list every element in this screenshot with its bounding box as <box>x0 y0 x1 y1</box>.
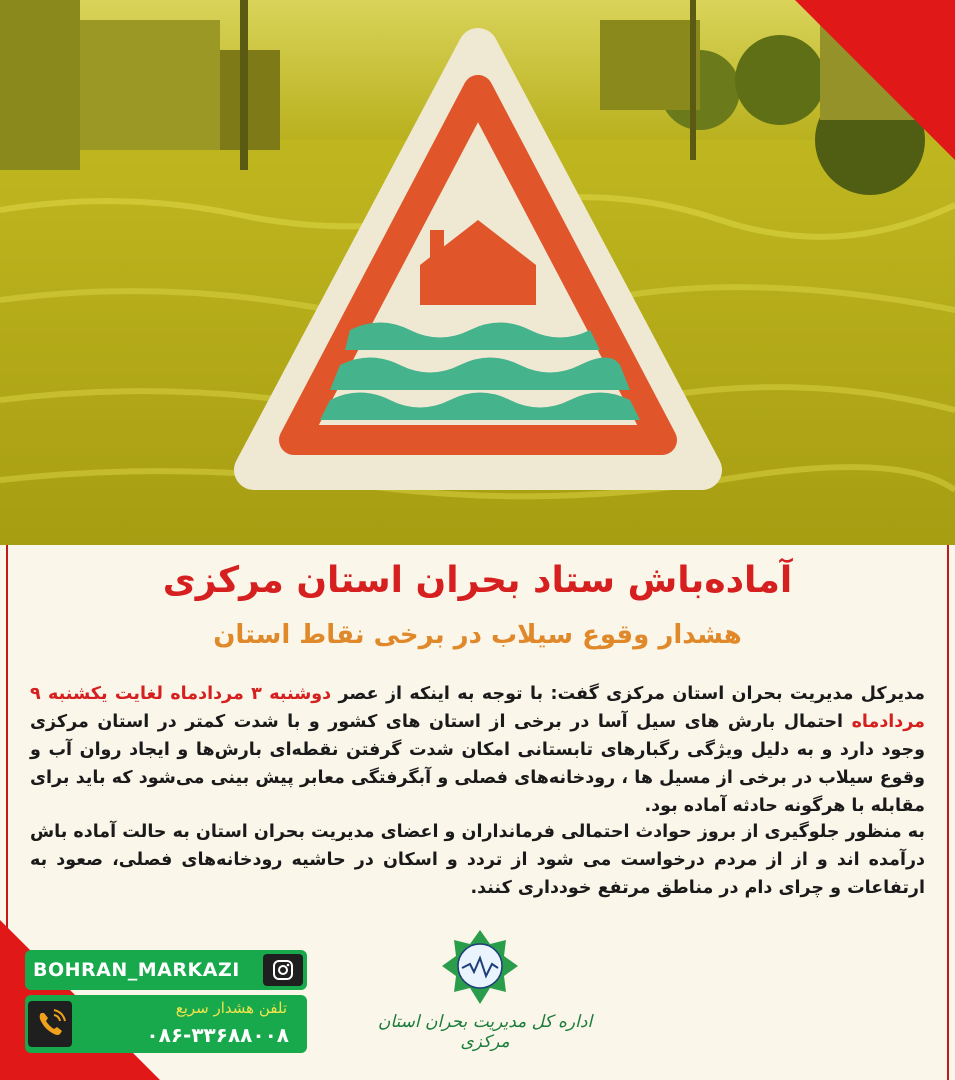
paragraph-1-lead: مدیرکل مدیریت بحران استان مرکزی گفت: با توجه به اینکه از عصر <box>331 684 925 704</box>
paragraph-1-date-highlight: دوشنبه ۳ مردادماه لغایت یکشنبه ۹ مردادماه <box>30 684 925 732</box>
frame-line-right <box>947 545 949 1080</box>
instagram-handle-box[interactable] <box>25 950 307 990</box>
paragraph-1-rest: احتمال بارش های سیل آسا در برخی از استان های کشور و با شدت کمتر در استان مرکزی وجود دارد و به دلیل ویژگی رگبارهای تابستانی امکان شدت گرفتن نقطه‌ای بارش‌ها و ایجاد روان آب و وقوع سیلاب در برخی از مسیل ها ، رودخانه‌های فصلی و آبگرفتگی معابر پیش بینی می‌شود که باید برای مقابله با هرگونه حادثه آماده بود. <box>30 712 925 816</box>
paragraph-1 <box>30 680 925 820</box>
corner-decoration-top-right <box>795 0 955 160</box>
phone-icon <box>28 1001 72 1047</box>
hotline-number: ۰۸۶-۳۳۶۸۸۰۰۸ <box>146 1023 289 1047</box>
instagram-icon <box>272 959 294 981</box>
paragraph-2: به منظور جلوگیری از بروز حوادث احتمالی فرمانداران و اعضای مدیریت بحران استان به حالت آماده باش درآمده اند و از از مردم درخواست می شود از تردد و اسکان در حاشیه رودخانه‌های فصلی، صعود به ارتفاعات و چرای دام در مناطق مرتفع خودداری کنند. <box>30 822 925 898</box>
instagram-handle: BOHRAN_MARKAZI <box>33 959 240 981</box>
page-subtitle: هشدار وقوع سیلاب در برخی نقاط استان <box>213 620 742 650</box>
instagram-icon-box <box>263 954 303 986</box>
hotline-label: تلفن هشدار سریع <box>175 999 287 1017</box>
phone-icon-box <box>28 1001 72 1047</box>
organization-name: اداره کل مدیریت بحران استان مرکزی <box>377 1012 593 1052</box>
crisis-management-logo <box>440 928 520 1008</box>
hotline-box[interactable] <box>25 995 307 1053</box>
page-title: آماده‌باش ستاد بحران استان مرکزی <box>162 560 793 601</box>
